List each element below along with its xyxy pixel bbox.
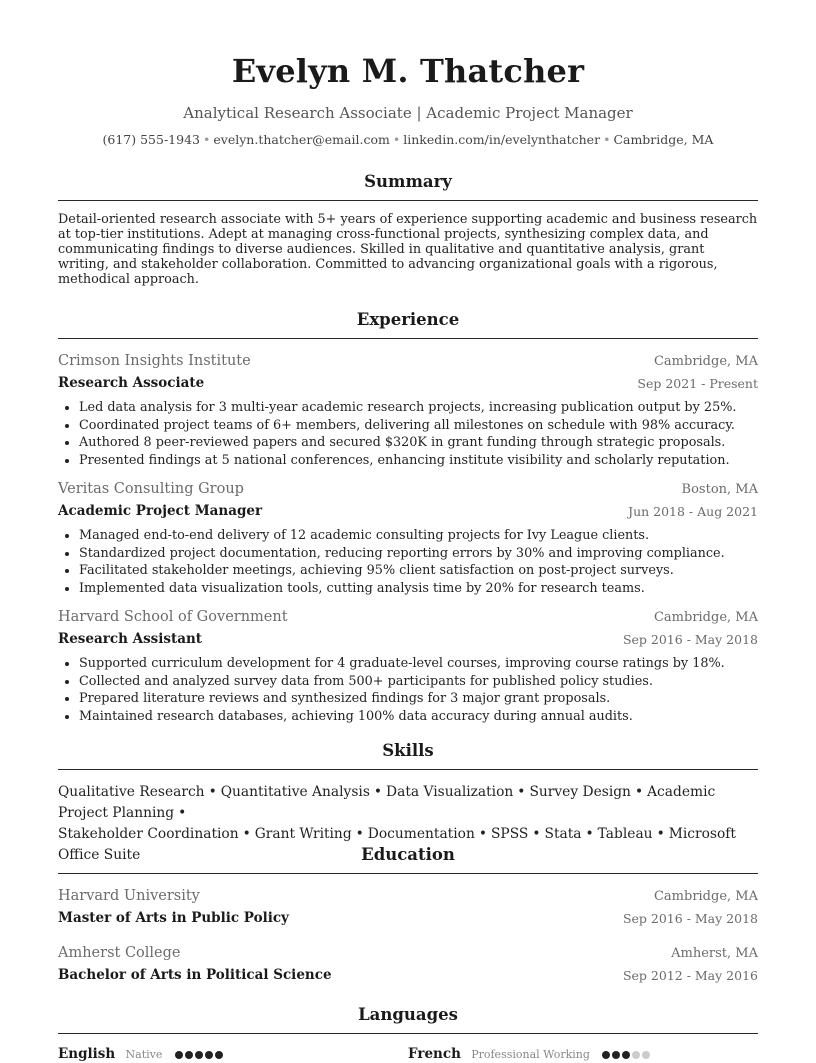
education-entry	[58, 888, 758, 932]
contact-email[interactable]: evelyn.thatcher@email.com	[213, 132, 390, 147]
skill-item: Survey Design	[529, 784, 631, 800]
education-entry	[58, 945, 758, 989]
language-rating	[175, 1047, 225, 1063]
job-bullet: • Prepared literature reviews and synthesized findings for 3 major grant proposals.	[79, 690, 758, 708]
job-location: Boston, MA	[681, 482, 758, 497]
skill-item: Qualitative Research	[58, 784, 205, 800]
skills-line	[58, 782, 758, 824]
job-dates: Sep 2021 - Present	[637, 376, 758, 391]
skill-item: Stata	[544, 826, 582, 842]
skill-item: Quantitative Analysis	[220, 784, 370, 800]
job-bullet: • Authored 8 peer-reviewed papers and secured $320K in grant funding through strategic proposals.	[79, 434, 758, 452]
contact-location: Cambridge, MA	[613, 132, 714, 147]
contact-separator: •	[603, 132, 611, 147]
company-name: Crimson Insights Institute	[58, 353, 251, 369]
school-name: Harvard University	[58, 888, 200, 904]
skill-separator: •	[517, 784, 526, 800]
contact-separator: •	[392, 132, 401, 147]
skill-separator: •	[585, 826, 594, 842]
rating-dot-filled	[215, 1051, 223, 1059]
skill-separator: •	[355, 826, 364, 842]
section-divider	[58, 338, 758, 339]
experience-entry	[58, 353, 758, 469]
job-dates: Sep 2016 - May 2018	[622, 632, 758, 647]
skill-item: Microsoft Office Suite	[58, 826, 736, 863]
job-bullet: • Supported curriculum development for 4 graduate-level courses, improving course ratings by 18%.	[79, 655, 758, 673]
job-title: Research Associate	[58, 375, 205, 391]
section-divider	[58, 200, 758, 201]
skill-separator: •	[208, 784, 217, 800]
skill-item: Documentation	[367, 826, 475, 842]
education-dates: Sep 2016 - May 2018	[622, 911, 758, 926]
summary-heading: Summary	[364, 172, 452, 191]
job-bullet: • Managed end-to-end delivery of 12 academic consulting projects for Ivy League clients.	[79, 527, 758, 545]
skill-item: Stakeholder Coordination	[58, 826, 239, 842]
skill-item: Tableau	[597, 826, 653, 842]
job-bullets	[58, 655, 758, 725]
rating-dot-empty	[642, 1051, 650, 1059]
section-divider	[58, 873, 758, 874]
job-title: Research Assistant	[58, 631, 203, 647]
skill-separator: •	[532, 826, 541, 842]
job-bullet: • Facilitated stakeholder meetings, achieving 95% client satisfaction on post-project surveys.	[79, 562, 758, 580]
rating-dot-empty	[632, 1051, 640, 1059]
job-dates: Jun 2018 - Aug 2021	[628, 504, 758, 519]
section-divider	[58, 1033, 758, 1034]
rating-dot-filled	[175, 1051, 183, 1059]
job-location: Cambridge, MA	[653, 610, 758, 625]
language-rating	[602, 1047, 652, 1063]
rating-dot-filled	[185, 1051, 193, 1059]
candidate-name: Evelyn M. Thatcher	[231, 52, 585, 90]
rating-dot-filled	[195, 1051, 203, 1059]
job-bullet: • Standardized project documentation, reducing reporting errors by 30% and improving compliance.	[79, 545, 758, 563]
job-title: Academic Project Manager	[58, 503, 263, 519]
rating-dot-filled	[205, 1051, 213, 1059]
school-name: Amherst College	[58, 945, 181, 961]
rating-dot-filled	[602, 1051, 610, 1059]
skill-item: SPSS	[490, 826, 529, 842]
skill-separator: •	[634, 784, 644, 800]
languages-heading: Languages	[358, 1005, 458, 1024]
job-bullets	[58, 399, 758, 469]
skill-separator: •	[478, 826, 487, 842]
contact-linkedin[interactable]: linkedin.com/in/evelynthatcher	[403, 132, 601, 147]
job-bullet: • Coordinated project teams of 6+ members, delivering all milestones on schedule with 98% accuracy.	[79, 417, 758, 435]
skill-separator: •	[178, 805, 187, 821]
skill-item: Academic Project Planning	[58, 784, 716, 821]
school-location: Cambridge, MA	[653, 889, 758, 904]
section-divider	[58, 769, 758, 770]
contact-line	[58, 132, 758, 147]
job-location: Cambridge, MA	[653, 354, 758, 369]
language-name: French	[408, 1046, 461, 1062]
skill-separator: •	[656, 826, 665, 842]
skills-heading: Skills	[382, 741, 434, 760]
language-item	[58, 1046, 225, 1063]
job-bullet: • Implemented data visualization tools, cutting analysis time by 20% for research teams.	[79, 580, 758, 598]
skill-separator: •	[373, 784, 383, 800]
contact-phone[interactable]: (617) 555-1943	[102, 132, 200, 147]
language-level: Native	[125, 1048, 163, 1061]
school-location: Amherst, MA	[671, 946, 758, 961]
experience-entry	[58, 481, 758, 597]
candidate-headline: Analytical Research Associate | Academic Project Manager	[183, 104, 633, 122]
job-bullet: • Presented findings at 5 national conferences, enhancing institute visibility and scholarly reputation.	[79, 452, 758, 470]
rating-dot-filled	[622, 1051, 630, 1059]
rating-dot-filled	[612, 1051, 620, 1059]
education-heading: Education	[361, 845, 455, 864]
experience-entry	[58, 609, 758, 725]
job-bullet: • Led data analysis for 3 multi-year academic research projects, increasing publication output by 25%.	[79, 399, 758, 417]
summary-text: Detail-oriented research associate with 5+ years of experience supporting academic and business research at top-tier institutions. Adept at managing cross-functional projects, synthesizing complex data, and communicating findings to diverse audiences. Skilled in qualitative and quantitative analysis, grant writing, and stakeholder collaboration. Committed to advancing organizational goals with a rigorous, methodical approach.	[58, 212, 758, 287]
language-item	[408, 1046, 652, 1063]
skill-item: Grant Writing	[254, 826, 352, 842]
degree-title: Master of Arts in Public Policy	[58, 910, 289, 926]
language-level: Professional Working	[471, 1048, 590, 1061]
language-name: English	[58, 1046, 116, 1062]
company-name: Veritas Consulting Group	[58, 481, 244, 497]
contact-separator: •	[203, 132, 211, 147]
degree-title: Bachelor of Arts in Political Science	[58, 967, 332, 983]
skill-separator: •	[242, 826, 251, 842]
experience-heading: Experience	[356, 310, 460, 329]
skill-item: Data Visualization	[386, 784, 514, 800]
job-bullet: • Collected and analyzed survey data from 500+ participants for published policy studies.	[79, 673, 758, 691]
job-bullet: • Maintained research databases, achieving 100% data accuracy during annual audits.	[79, 708, 758, 726]
job-bullets	[58, 527, 758, 597]
education-dates: Sep 2012 - May 2016	[622, 968, 758, 983]
company-name: Harvard School of Government	[58, 609, 288, 625]
